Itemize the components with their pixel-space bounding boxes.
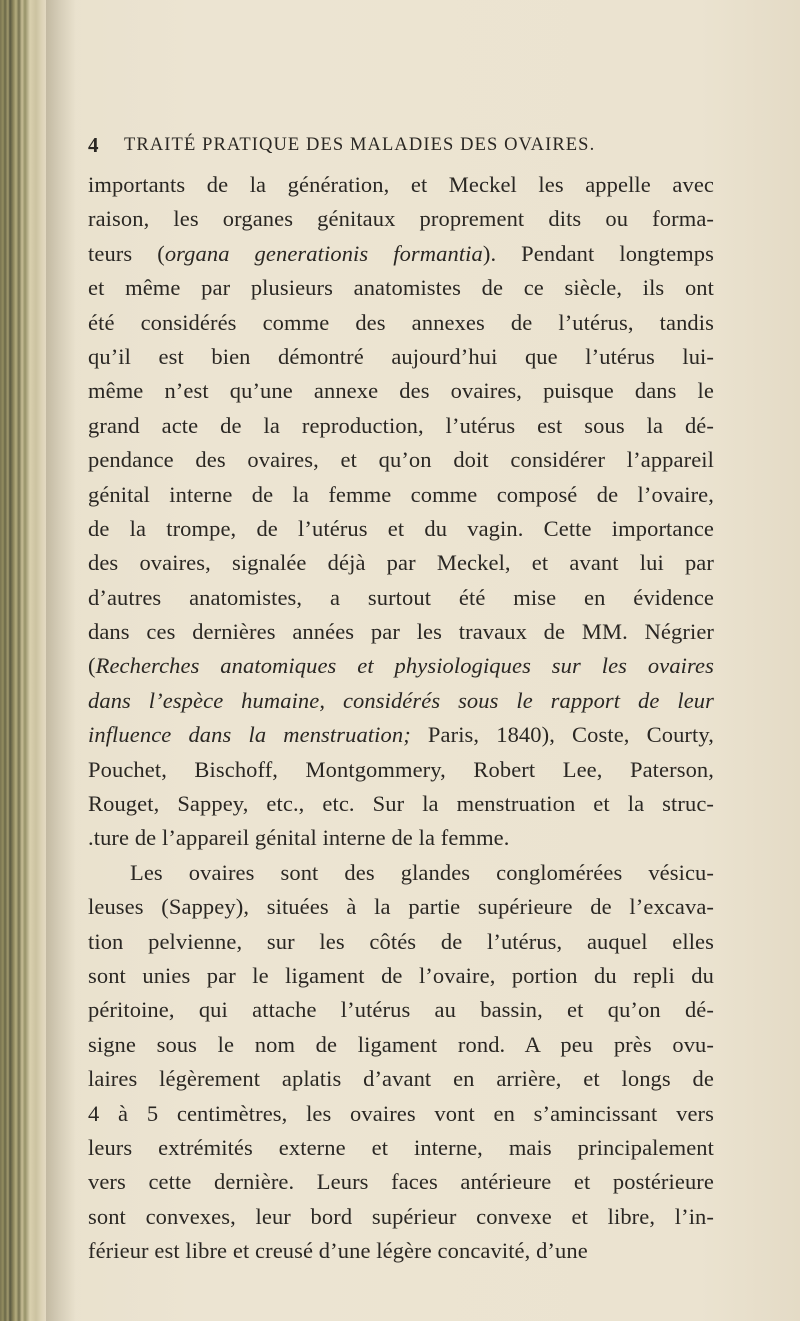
text-line <box>88 1097 714 1131</box>
text-line <box>88 478 714 512</box>
text-segment: génital interne de la femme comme composé de l’ovaire, <box>88 481 714 507</box>
body-text <box>88 168 714 1269</box>
text-line <box>88 443 714 477</box>
text-segment: des ovaires, signalée déjà par Meckel, et avant lui par <box>88 550 714 576</box>
text-segment: pendance des ovaires, et qu’on doit considérer l’appareil <box>88 447 714 473</box>
text-segment: .ture de l’appareil génital interne de la femme. <box>88 825 510 851</box>
text-segment: d’autres anatomistes, a surtout été mise en évidence <box>88 584 714 610</box>
text-line <box>88 787 714 821</box>
text-segment: dans ces dernières années par les travaux de MM. Négrier <box>88 619 714 645</box>
text-segment: sont unies par le ligament de l’ovaire, portion du repli du <box>88 962 714 988</box>
text-line <box>88 1234 714 1268</box>
text-line <box>88 649 714 683</box>
text-segment: Paris, 1840), Coste, Courty, <box>410 722 714 748</box>
text-segment: vers cette dernière. Leurs faces antérieure et postérieure <box>88 1169 714 1195</box>
text-line <box>88 856 714 890</box>
text-segment: grand acte de la reproduction, l’utérus est sous la dé- <box>88 412 714 438</box>
text-segment: été considérés comme des annexes de l’utérus, tandis <box>88 309 714 335</box>
text-segment: leurs extrémités externe et interne, mais principalement <box>88 1134 714 1160</box>
text-segment: 4 à 5 centimètres, les ovaires vont en s’amincissant vers <box>88 1100 714 1126</box>
text-line <box>88 1131 714 1165</box>
text-segment: teurs ( <box>88 240 165 266</box>
book-binding-edge <box>0 0 46 1321</box>
italic-text-segment: influence dans la menstruation; <box>88 722 411 748</box>
text-segment: raison, les organes génitaux proprement dits ou forma- <box>88 206 714 232</box>
text-line <box>88 1200 714 1234</box>
text-line <box>88 306 714 340</box>
text-line <box>88 890 714 924</box>
text-line <box>88 615 714 649</box>
text-segment: leuses (Sappey), situées à la partie supérieure de l’excava- <box>88 894 714 920</box>
text-line <box>88 753 714 787</box>
running-title: TRAITÉ PRATIQUE DES MALADIES DES OVAIRES. <box>124 135 596 155</box>
running-header <box>88 133 718 163</box>
text-line <box>88 718 714 752</box>
text-segment: importants de la génération, et Meckel les appelle avec <box>88 172 714 197</box>
text-line <box>88 512 714 546</box>
text-line <box>88 925 714 959</box>
text-line <box>88 959 714 993</box>
text-line <box>88 993 714 1027</box>
text-line <box>88 1028 714 1062</box>
text-line <box>88 1165 714 1199</box>
text-line <box>88 821 714 855</box>
text-segment: férieur est libre et creusé d’une légère concavité, d’une <box>88 1238 588 1264</box>
text-line <box>88 684 714 718</box>
text-segment: ( <box>88 653 96 679</box>
text-line <box>88 237 714 271</box>
page-number: 4 <box>88 133 100 157</box>
text-segment: Rouget, Sappey, etc., etc. Sur la menstruation et la struc- <box>88 791 714 817</box>
text-line <box>88 271 714 305</box>
italic-text-segment: dans l’espèce humaine, considérés sous le rapport de leur <box>88 687 714 713</box>
text-segment: de la trompe, de l’utérus et du vagin. Cette importance <box>88 515 714 541</box>
text-segment: sont convexes, leur bord supérieur convexe et libre, l’in- <box>88 1203 714 1229</box>
text-line <box>88 340 714 374</box>
text-segment: même n’est qu’une annexe des ovaires, puisque dans le <box>88 378 714 404</box>
text-segment: qu’il est bien démontré aujourd’hui que l’utérus lui- <box>88 343 714 369</box>
italic-text-segment: organa generationis formantia <box>164 240 483 266</box>
text-line <box>88 546 714 580</box>
text-segment: laires légèrement aplatis d’avant en arrière, et longs de <box>88 1066 714 1092</box>
text-segment: tion pelvienne, sur les côtés de l’utérus, auquel elles <box>88 928 714 954</box>
text-line <box>88 1062 714 1096</box>
text-line <box>88 374 714 408</box>
text-line <box>88 202 714 236</box>
text-line <box>88 168 714 202</box>
italic-text-segment: Recherches anatomiques et physiologiques sur les ovaires <box>95 653 714 679</box>
text-segment: Pouchet, Bischoff, Montgommery, Robert Lee, Paterson, <box>88 756 714 782</box>
gutter-shadow <box>46 0 76 1321</box>
text-segment: Les ovaires sont des glandes conglomérées vésicu- <box>130 859 714 885</box>
text-line <box>88 409 714 443</box>
text-segment: signe sous le nom de ligament rond. A peu près ovu- <box>88 1031 714 1057</box>
text-segment: péritoine, qui attache l’utérus au bassin, et qu’on dé- <box>88 997 714 1023</box>
text-segment: et même par plusieurs anatomistes de ce siècle, ils ont <box>88 275 714 301</box>
text-segment: ). Pendant longtemps <box>482 240 714 266</box>
text-line <box>88 581 714 615</box>
